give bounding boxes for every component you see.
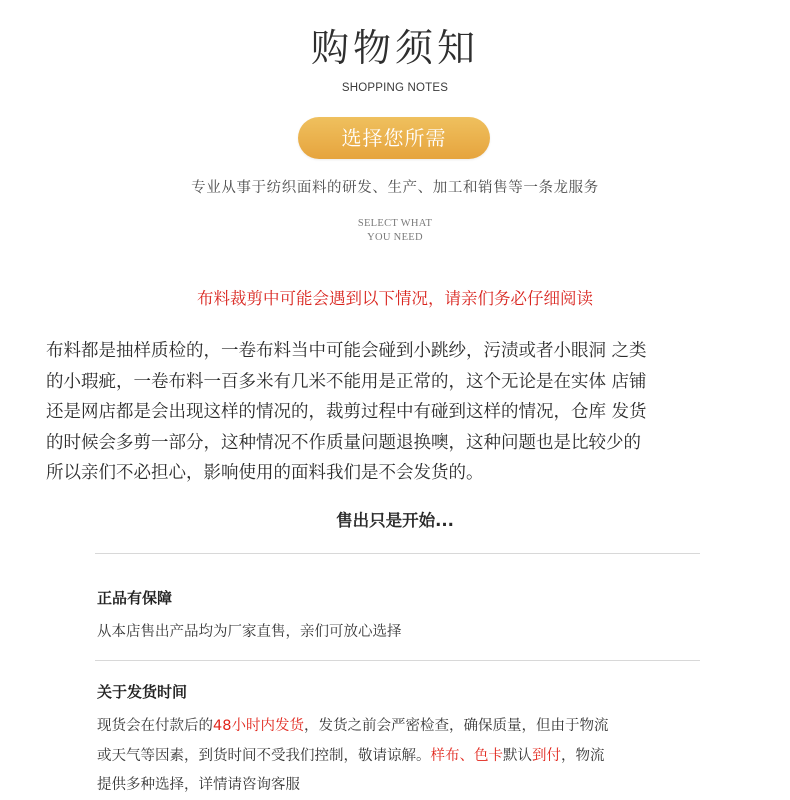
shipping-heading: 关于发货时间 bbox=[97, 683, 188, 701]
divider bbox=[95, 553, 700, 554]
guarantee-heading: 正品有保障 bbox=[97, 589, 173, 607]
guarantee-body: 从本店售出产品均为厂家直售，亲们可放心选择 bbox=[97, 624, 402, 640]
shipping-text: 现货会在付款后的 bbox=[97, 718, 213, 734]
divider bbox=[95, 660, 700, 661]
notice-paragraph bbox=[46, 336, 746, 489]
closing-text: 售出只是开始... bbox=[336, 511, 454, 530]
page-subtitle: SHOPPING NOTES bbox=[341, 82, 449, 94]
notice-line: 的时候会多剪一部分，这种情况不作质量问题退换噢，这种问题也是比较少的 bbox=[46, 432, 641, 453]
you-need-label: YOU NEED bbox=[367, 232, 423, 243]
notice-line: 还是网店都是会出现这样的情况的，裁剪过程中有碰到这样的情况，仓库 发货 bbox=[46, 402, 647, 422]
warning-notice: 布料裁剪中可能会遇到以下情况，请亲们务必仔细阅读 bbox=[197, 289, 593, 308]
shipping-line bbox=[97, 744, 605, 765]
notice-line: 布料都是抽样质检的，一卷布料当中可能会碰到小跳纱，污渍或者小眼洞 之类 bbox=[46, 341, 647, 361]
notice-line: 的小瑕疵，一卷布料一百多米有几米不能用是正常的，这个无论是在实体 店铺 bbox=[46, 371, 647, 392]
page-title: 购物须知 bbox=[310, 26, 479, 70]
shipping-text: 默认 bbox=[503, 748, 532, 764]
select-needs-button[interactable]: 选择您所需 bbox=[298, 117, 490, 159]
notice-line: 所以亲们不必担心，影响使用的面料我们是不会发货的。 bbox=[46, 463, 484, 483]
shipping-highlight: 48小时内发货 bbox=[213, 718, 304, 734]
shipping-text: ，物流 bbox=[561, 748, 605, 764]
shipping-text: ，发货之前会严密检查，确保质量，但由于物流 bbox=[303, 718, 609, 734]
shipping-highlight: 到付 bbox=[532, 748, 561, 764]
shipping-line bbox=[97, 714, 608, 735]
service-tagline: 专业从事于纺织面料的研发、生产、加工和销售等一条龙服务 bbox=[191, 180, 599, 196]
shipping-text: 或天气等因素，到货时间不受我们控制，敬请谅解。 bbox=[97, 748, 431, 764]
shipping-highlight: 样布、色卡 bbox=[430, 748, 503, 764]
select-what-label: SELECT WHAT bbox=[357, 218, 433, 229]
shipping-line: 提供多种选择，详情请咨询客服 bbox=[97, 777, 300, 793]
